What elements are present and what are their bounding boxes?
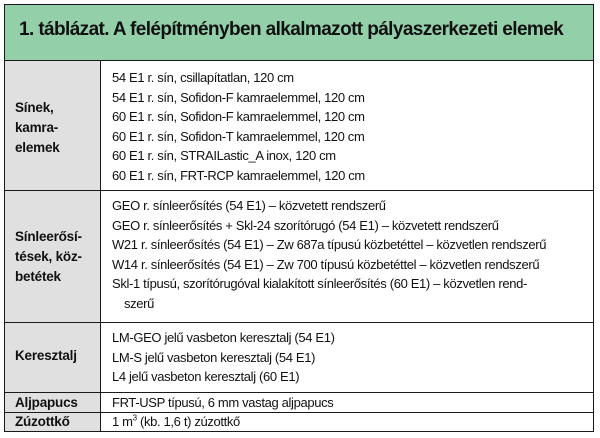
- table-title-bar: [5, 5, 593, 61]
- row-label: Sínek, kamra- elemek: [15, 100, 60, 155]
- row-label-cell: [5, 61, 101, 190]
- list-item: 60 E1 r. sín, Sofidon-F kamraelemmel, 120 cm: [112, 109, 365, 125]
- row-items: [112, 412, 240, 432]
- row-label: Zúzottkő: [15, 414, 70, 429]
- table-row-fastenings: [5, 190, 593, 322]
- row-label-cell: [5, 323, 101, 392]
- row-label: Keresztalj: [15, 348, 77, 363]
- list-item: 60 E1 r. sín, STRAILastic_A inox, 120 cm: [112, 148, 336, 164]
- list-item: szerű: [124, 295, 155, 311]
- list-item: GEO r. sínleerősítés + Skl-24 szorítórugó (54 E1) – közvetett rendszerű: [112, 217, 499, 233]
- list-item: 1 $m^3$ (kb. 1,6 t) zúzottkő: [112, 413, 240, 429]
- table-title: 1. táblázat. A felépítményben alkalmazott pályaszerkezeti elemek: [19, 19, 564, 40]
- table-row-rails: [5, 61, 593, 190]
- table-row-sleepers: [5, 322, 593, 392]
- list-item: 60 E1 r. sín, FRT-RCP kamraelemmel, 120 cm: [112, 167, 365, 183]
- row-label: Aljpapucs: [15, 395, 78, 410]
- list-item: GEO r. sínleerősítés (54 E1) – közvetett rendszerű: [112, 198, 386, 213]
- row-items: [112, 328, 335, 387]
- row-items: [112, 196, 546, 314]
- row-label-cell: [5, 191, 101, 322]
- list-item: 54 E1 r. sín, Sofidon-F kamraelemmel, 120 cm: [112, 89, 365, 105]
- list-item: L4 jelű vasbeton keresztalj (60 E1): [112, 369, 300, 385]
- list-item: 54 E1 r. sín, csillapítatlan, 120 cm: [112, 70, 294, 85]
- row-label: Sínleerősí- tések, köz- betétek: [15, 229, 82, 284]
- table-1: [4, 4, 594, 432]
- list-item: 60 E1 r. sín, Sofidon-T kamraelemmel, 120 cm: [112, 128, 365, 144]
- table-row-pads: [5, 392, 593, 412]
- list-item: Skl-1 típusú, szorítórugóval kialakított sínleerősítés (60 E1) – közvetlen rend-: [112, 276, 527, 292]
- row-label-cell: [5, 393, 101, 412]
- row-items: [112, 393, 333, 413]
- row-items: [112, 68, 365, 186]
- list-item: LM-S jelű vasbeton keresztalj (54 E1): [112, 349, 316, 365]
- row-label-cell: [5, 413, 101, 431]
- list-item: FRT-USP típusú, 6 mm vastag aljpapucs: [112, 395, 334, 410]
- table-row-ballast: [5, 412, 593, 431]
- list-item: W21 r. sínleerősítés (54 E1) – Zw 687a típusú közbetéttel – közvetlen rendszerű: [112, 237, 547, 253]
- list-item: LM-GEO jelű vasbeton keresztalj (54 E1): [112, 330, 335, 345]
- list-item: W14 r. sínleerősítés (54 E1) – Zw 700 típusú közbetéttel – közvetlen rendszerű: [112, 256, 540, 272]
